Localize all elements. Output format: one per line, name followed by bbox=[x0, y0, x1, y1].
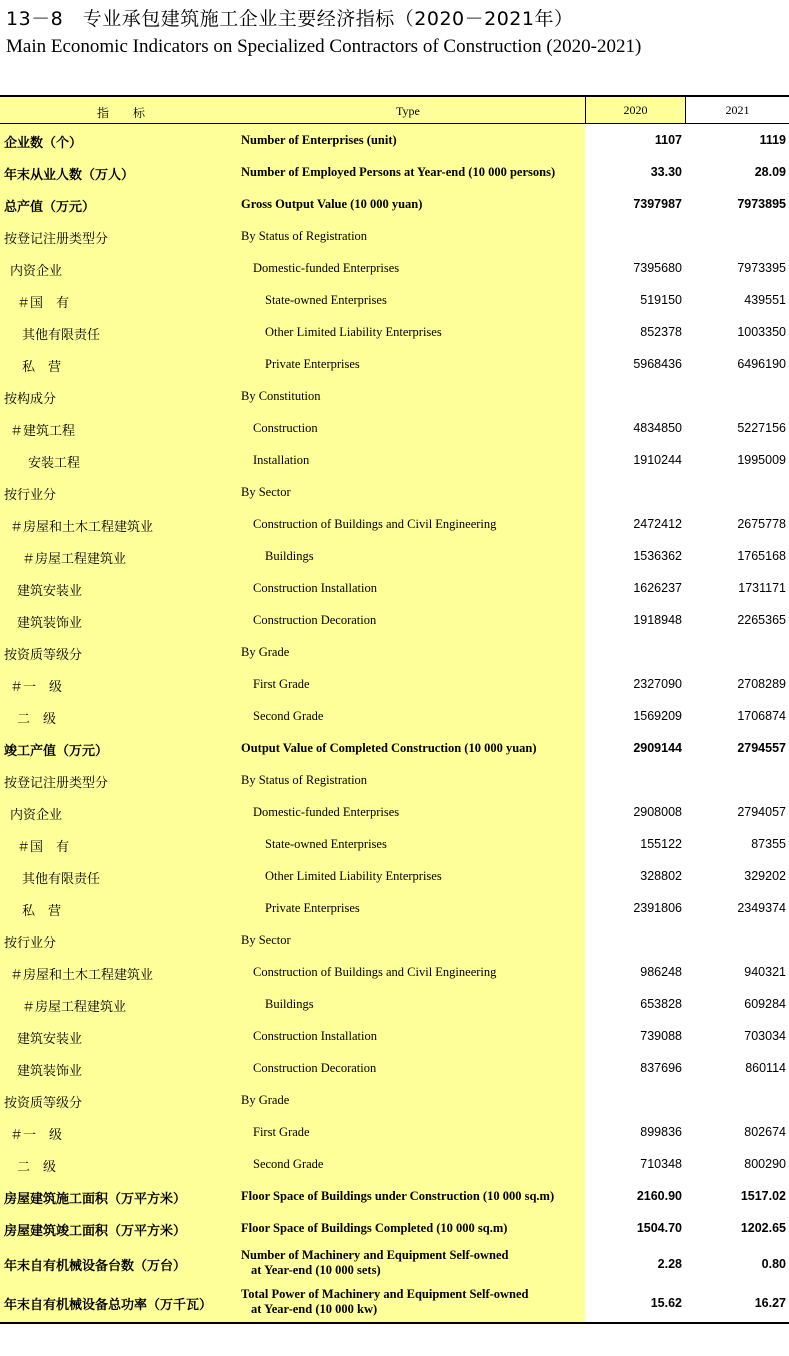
value-2021: 6496190 bbox=[737, 357, 786, 371]
row-label-cn: 其他有限责任 bbox=[22, 328, 101, 343]
header-2020: 2020 bbox=[585, 97, 685, 123]
value-2021-cell bbox=[685, 508, 789, 540]
row-label-en: First Grade bbox=[253, 677, 310, 691]
row-label-cell bbox=[0, 636, 585, 668]
value-2020: 710348 bbox=[640, 1157, 682, 1171]
value-2021: 1003350 bbox=[737, 325, 786, 339]
value-2020-cell bbox=[585, 892, 685, 924]
value-2020-cell bbox=[585, 604, 685, 636]
header-2021: 2021 bbox=[685, 97, 789, 123]
value-2021-cell bbox=[685, 1283, 789, 1322]
value-2021-cell bbox=[685, 348, 789, 380]
value-2021-cell bbox=[685, 1116, 789, 1148]
value-2021-cell bbox=[685, 188, 789, 220]
row-label-en: Floor Space of Buildings under Construction (10 000 sq.m) bbox=[241, 1189, 555, 1203]
row-label-cn: ＃一 级 bbox=[10, 680, 63, 695]
table-row bbox=[0, 540, 789, 572]
value-2020: 1910244 bbox=[633, 453, 682, 467]
value-2021: 0.80 bbox=[761, 1257, 786, 1271]
row-label-en: Private Enterprises bbox=[265, 357, 360, 371]
value-2020-cell bbox=[585, 380, 685, 412]
value-2021: 1202.65 bbox=[740, 1221, 786, 1235]
table-row bbox=[0, 1244, 789, 1283]
row-label-cn: 建筑安装业 bbox=[17, 584, 83, 599]
value-2021-cell bbox=[685, 220, 789, 252]
value-2020: 33.30 bbox=[650, 165, 682, 179]
table-row bbox=[0, 188, 789, 220]
row-label-cell bbox=[0, 540, 585, 572]
value-2020-cell bbox=[585, 1244, 685, 1283]
row-label-cell bbox=[0, 1244, 585, 1283]
value-2020: 986248 bbox=[640, 965, 682, 979]
row-label-cn: 内资企业 bbox=[10, 808, 63, 823]
row-label-en: Construction Installation bbox=[253, 581, 377, 595]
value-2021: 1731171 bbox=[738, 581, 786, 595]
value-2020-cell bbox=[585, 1148, 685, 1180]
table-row bbox=[0, 988, 789, 1020]
row-label-cn: ＃国 有 bbox=[17, 840, 70, 855]
table-row bbox=[0, 284, 789, 316]
value-2021: 7973395 bbox=[737, 261, 786, 275]
value-2021-cell bbox=[685, 636, 789, 668]
value-2021: 802674 bbox=[744, 1125, 786, 1139]
value-2020: 2908008 bbox=[633, 805, 682, 819]
value-2020-cell bbox=[585, 284, 685, 316]
row-label-cn: ＃一 级 bbox=[10, 1128, 63, 1143]
row-label-en-line1: Number of Machinery and Equipment Self-owned bbox=[241, 1248, 509, 1262]
table-row bbox=[0, 476, 789, 508]
header-label-cell bbox=[0, 97, 585, 123]
value-2020-cell bbox=[585, 796, 685, 828]
value-2021-cell bbox=[685, 316, 789, 348]
row-label-cn: 竣工产值（万元） bbox=[4, 744, 109, 759]
row-label-cell bbox=[0, 188, 585, 220]
row-label-cell bbox=[0, 220, 585, 252]
table-row bbox=[0, 732, 789, 764]
value-2021-cell bbox=[685, 988, 789, 1020]
value-2020: 155122 bbox=[640, 837, 682, 851]
value-2021: 5227156 bbox=[737, 421, 786, 435]
value-2021: 940321 bbox=[744, 965, 786, 979]
value-2020: 1569209 bbox=[633, 709, 682, 723]
table-row bbox=[0, 956, 789, 988]
value-2020-cell bbox=[585, 156, 685, 188]
value-2021-cell bbox=[685, 604, 789, 636]
row-label-en: State-owned Enterprises bbox=[265, 837, 387, 851]
row-label-en: Domestic-funded Enterprises bbox=[253, 805, 400, 819]
value-2021-cell bbox=[685, 124, 789, 156]
row-label-cn: 年末从业人数（万人） bbox=[4, 168, 135, 183]
row-label-cell bbox=[0, 1148, 585, 1180]
row-label-en: Other Limited Liability Enterprises bbox=[265, 869, 442, 883]
row-label-en: Construction of Buildings and Civil Engineering bbox=[253, 517, 497, 531]
row-label-cell bbox=[0, 476, 585, 508]
value-2020: 2909144 bbox=[633, 741, 682, 755]
value-2020-cell bbox=[585, 924, 685, 956]
row-label-cell bbox=[0, 444, 585, 476]
table-row bbox=[0, 764, 789, 796]
row-label-cell bbox=[0, 412, 585, 444]
value-2020: 2391806 bbox=[633, 901, 682, 915]
indicators-table bbox=[0, 95, 789, 1324]
row-label-cell bbox=[0, 924, 585, 956]
row-label-cell bbox=[0, 380, 585, 412]
row-label-en: Construction Decoration bbox=[253, 613, 377, 627]
row-label-cell bbox=[0, 988, 585, 1020]
row-label-en: Construction bbox=[253, 421, 318, 435]
row-label-cell bbox=[0, 956, 585, 988]
row-label-en: By Grade bbox=[241, 1093, 290, 1107]
value-2020-cell bbox=[585, 348, 685, 380]
value-2021-cell bbox=[685, 476, 789, 508]
value-2021-cell bbox=[685, 540, 789, 572]
table-row bbox=[0, 1212, 789, 1244]
value-2020-cell bbox=[585, 444, 685, 476]
row-label-cn: 安装工程 bbox=[28, 456, 81, 471]
row-label-en: By Status of Registration bbox=[241, 773, 368, 787]
row-label-en: By Sector bbox=[241, 485, 291, 499]
value-2020: 519150 bbox=[640, 293, 682, 307]
value-2021-cell bbox=[685, 572, 789, 604]
value-2021-cell bbox=[685, 956, 789, 988]
value-2020: 2.28 bbox=[657, 1257, 682, 1271]
row-label-cell bbox=[0, 1084, 585, 1116]
row-label-cell bbox=[0, 668, 585, 700]
value-2021-cell bbox=[685, 156, 789, 188]
table-row bbox=[0, 1052, 789, 1084]
row-label-cn: 按资质等级分 bbox=[4, 648, 83, 663]
table-row bbox=[0, 252, 789, 284]
table-row bbox=[0, 636, 789, 668]
row-label-cn: 年末自有机械设备总功率（万千瓦） bbox=[4, 1298, 213, 1313]
value-2021-cell bbox=[685, 1244, 789, 1283]
row-label-en: Second Grade bbox=[253, 1157, 324, 1171]
value-2020-cell bbox=[585, 1084, 685, 1116]
row-label-en: Construction Decoration bbox=[253, 1061, 377, 1075]
row-label-cn: 总产值（万元） bbox=[4, 200, 96, 215]
row-label-cell bbox=[0, 1052, 585, 1084]
value-2021-cell bbox=[685, 860, 789, 892]
value-2020-cell bbox=[585, 1283, 685, 1322]
row-label-cn: 企业数（个） bbox=[4, 136, 83, 151]
value-2021-cell bbox=[685, 700, 789, 732]
value-2020: 1107 bbox=[654, 133, 682, 147]
row-label-cn: 按行业分 bbox=[4, 488, 57, 503]
row-label-cell bbox=[0, 156, 585, 188]
row-label-cn: 按资质等级分 bbox=[4, 1096, 83, 1111]
value-2020: 15.62 bbox=[650, 1296, 682, 1310]
value-2020-cell bbox=[585, 764, 685, 796]
table-row bbox=[0, 508, 789, 540]
row-label-en: Number of Employed Persons at Year-end (10 000 persons) bbox=[241, 165, 556, 179]
value-2021: 860114 bbox=[745, 1061, 786, 1075]
value-2020-cell bbox=[585, 1052, 685, 1084]
value-2020-cell bbox=[585, 1020, 685, 1052]
value-2021: 2675778 bbox=[737, 517, 786, 531]
value-2021: 2794057 bbox=[737, 805, 786, 819]
value-2020-cell bbox=[585, 668, 685, 700]
value-2020: 7395680 bbox=[633, 261, 682, 275]
value-2021: 1517.02 bbox=[740, 1189, 786, 1203]
table-row bbox=[0, 124, 789, 156]
row-label-cn: 私 营 bbox=[22, 360, 62, 375]
table-row bbox=[0, 412, 789, 444]
row-label-en bbox=[241, 1248, 509, 1278]
value-2021: 439551 bbox=[744, 293, 786, 307]
row-label-en: Construction of Buildings and Civil Engineering bbox=[253, 965, 497, 979]
row-label-cell bbox=[0, 860, 585, 892]
row-label-cell bbox=[0, 796, 585, 828]
row-label-cn: 其他有限责任 bbox=[22, 872, 101, 887]
row-label-en: First Grade bbox=[253, 1125, 310, 1139]
row-label-cell bbox=[0, 828, 585, 860]
table-row bbox=[0, 156, 789, 188]
row-label-en: Gross Output Value (10 000 yuan) bbox=[241, 197, 423, 211]
value-2021: 2708289 bbox=[737, 677, 786, 691]
value-2020: 2327090 bbox=[633, 677, 682, 691]
value-2021-cell bbox=[685, 892, 789, 924]
value-2020-cell bbox=[585, 124, 685, 156]
value-2020: 837696 bbox=[640, 1061, 682, 1075]
row-label-en: Other Limited Liability Enterprises bbox=[265, 325, 442, 339]
table-row bbox=[0, 1283, 789, 1322]
table-row bbox=[0, 604, 789, 636]
row-label-cell bbox=[0, 700, 585, 732]
value-2020: 2160.90 bbox=[636, 1189, 682, 1203]
value-2021-cell bbox=[685, 380, 789, 412]
table-row bbox=[0, 668, 789, 700]
row-label-cn: 房屋建筑施工面积（万平方米） bbox=[4, 1192, 187, 1207]
row-label-en-line2: at Year-end (10 000 kw) bbox=[251, 1302, 378, 1316]
value-2021-cell bbox=[685, 1084, 789, 1116]
row-label-cn: 二 级 bbox=[17, 1160, 57, 1175]
value-2021-cell bbox=[685, 732, 789, 764]
table-body bbox=[0, 124, 789, 1324]
value-2020: 1504.70 bbox=[636, 1221, 682, 1235]
row-label-cn: 建筑装饰业 bbox=[17, 1064, 83, 1079]
row-label-cn: 二 级 bbox=[17, 712, 57, 727]
value-2021: 800290 bbox=[744, 1157, 786, 1171]
row-label-en: Buildings bbox=[265, 549, 314, 563]
value-2020-cell bbox=[585, 988, 685, 1020]
header-type: Type bbox=[396, 104, 420, 118]
table-row bbox=[0, 1084, 789, 1116]
value-2021: 609284 bbox=[744, 997, 786, 1011]
value-2020-cell bbox=[585, 476, 685, 508]
table-row bbox=[0, 892, 789, 924]
table-row bbox=[0, 1020, 789, 1052]
value-2021: 16.27 bbox=[754, 1296, 786, 1310]
value-2021-cell bbox=[685, 1180, 789, 1212]
value-2021: 1765168 bbox=[737, 549, 786, 563]
value-2020: 4834850 bbox=[633, 421, 682, 435]
table-header bbox=[0, 95, 789, 124]
row-label-en: By Constitution bbox=[241, 389, 321, 403]
row-label-cell bbox=[0, 892, 585, 924]
value-2021-cell bbox=[685, 924, 789, 956]
row-label-en: Output Value of Completed Construction (10 000 yuan) bbox=[241, 741, 537, 755]
table-row bbox=[0, 380, 789, 412]
row-label-en: Number of Enterprises (unit) bbox=[241, 133, 397, 147]
value-2021-cell bbox=[685, 828, 789, 860]
row-label-cn: 内资企业 bbox=[10, 264, 63, 279]
value-2020-cell bbox=[585, 700, 685, 732]
row-label-cell bbox=[0, 1180, 585, 1212]
value-2020-cell bbox=[585, 572, 685, 604]
value-2021-cell bbox=[685, 1020, 789, 1052]
value-2020-cell bbox=[585, 540, 685, 572]
table-row bbox=[0, 316, 789, 348]
row-label-cn: ＃国 有 bbox=[17, 296, 70, 311]
value-2021-cell bbox=[685, 1148, 789, 1180]
value-2021: 703034 bbox=[744, 1029, 786, 1043]
value-2020-cell bbox=[585, 316, 685, 348]
table-row bbox=[0, 1148, 789, 1180]
row-label-cn: 按登记注册类型分 bbox=[4, 776, 109, 791]
value-2020: 5968436 bbox=[633, 357, 682, 371]
value-2020-cell bbox=[585, 508, 685, 540]
row-label-cell bbox=[0, 348, 585, 380]
value-2021-cell bbox=[685, 412, 789, 444]
value-2021-cell bbox=[685, 284, 789, 316]
row-label-cn: 按登记注册类型分 bbox=[4, 232, 109, 247]
value-2020-cell bbox=[585, 412, 685, 444]
value-2021-cell bbox=[685, 796, 789, 828]
row-label-cn: ＃房屋和土木工程建筑业 bbox=[10, 520, 154, 535]
value-2020: 1626237 bbox=[633, 581, 682, 595]
value-2020: 7397987 bbox=[633, 197, 682, 211]
value-2021-cell bbox=[685, 668, 789, 700]
row-label-cn: 建筑安装业 bbox=[17, 1032, 83, 1047]
table-row bbox=[0, 572, 789, 604]
value-2021-cell bbox=[685, 252, 789, 284]
header-indicator: 指 标 bbox=[97, 106, 146, 120]
row-label-en bbox=[241, 1287, 529, 1317]
row-label-cell bbox=[0, 316, 585, 348]
row-label-cell bbox=[0, 1212, 585, 1244]
value-2021: 7973895 bbox=[737, 197, 786, 211]
row-label-cn: ＃房屋和土木工程建筑业 bbox=[10, 968, 154, 983]
value-2020-cell bbox=[585, 1180, 685, 1212]
row-label-en: Second Grade bbox=[253, 709, 324, 723]
value-2020-cell bbox=[585, 828, 685, 860]
row-label-en: Domestic-funded Enterprises bbox=[253, 261, 400, 275]
value-2021: 329202 bbox=[744, 869, 786, 883]
value-2020: 899836 bbox=[640, 1125, 682, 1139]
value-2020-cell bbox=[585, 636, 685, 668]
value-2020-cell bbox=[585, 732, 685, 764]
row-label-cell bbox=[0, 764, 585, 796]
value-2020-cell bbox=[585, 1212, 685, 1244]
row-label-cn: ＃房屋工程建筑业 bbox=[22, 552, 127, 567]
value-2021-cell bbox=[685, 764, 789, 796]
row-label-en: State-owned Enterprises bbox=[265, 293, 387, 307]
value-2021: 2265365 bbox=[737, 613, 786, 627]
row-label-cn: ＃房屋工程建筑业 bbox=[22, 1000, 127, 1015]
value-2021: 1119 bbox=[759, 133, 786, 147]
table-row bbox=[0, 828, 789, 860]
table-row bbox=[0, 1180, 789, 1212]
value-2020: 653828 bbox=[640, 997, 682, 1011]
row-label-cell bbox=[0, 732, 585, 764]
table-row bbox=[0, 348, 789, 380]
value-2020-cell bbox=[585, 220, 685, 252]
row-label-en: By Sector bbox=[241, 933, 291, 947]
value-2021: 87355 bbox=[751, 837, 786, 851]
table-row bbox=[0, 444, 789, 476]
table-row bbox=[0, 700, 789, 732]
value-2020-cell bbox=[585, 188, 685, 220]
value-2020: 1918948 bbox=[633, 613, 682, 627]
value-2020: 739088 bbox=[640, 1029, 682, 1043]
row-label-cell bbox=[0, 572, 585, 604]
row-label-cn: ＃建筑工程 bbox=[10, 424, 76, 439]
value-2021: 1995009 bbox=[737, 453, 786, 467]
value-2021: 2794557 bbox=[737, 741, 786, 755]
value-2020-cell bbox=[585, 860, 685, 892]
value-2021-cell bbox=[685, 444, 789, 476]
row-label-cell bbox=[0, 124, 585, 156]
value-2020-cell bbox=[585, 252, 685, 284]
row-label-en: Installation bbox=[253, 453, 310, 467]
table-row bbox=[0, 796, 789, 828]
value-2021: 28.09 bbox=[754, 165, 786, 179]
row-label-en: Buildings bbox=[265, 997, 314, 1011]
row-label-cn: 年末自有机械设备台数（万台） bbox=[4, 1259, 187, 1274]
row-label-cn: 按行业分 bbox=[4, 936, 57, 951]
table-row bbox=[0, 220, 789, 252]
row-label-en: By Grade bbox=[241, 645, 290, 659]
table-row bbox=[0, 860, 789, 892]
row-label-cell bbox=[0, 508, 585, 540]
row-label-en: Floor Space of Buildings Completed (10 000 sq.m) bbox=[241, 1221, 508, 1235]
row-label-cn: 私 营 bbox=[22, 904, 62, 919]
row-label-cn: 按构成分 bbox=[4, 392, 57, 407]
value-2020: 852378 bbox=[640, 325, 682, 339]
row-label-en: By Status of Registration bbox=[241, 229, 368, 243]
value-2020: 2472412 bbox=[633, 517, 682, 531]
row-label-cell bbox=[0, 604, 585, 636]
page-title-cn: 13－8 专业承包建筑施工企业主要经济指标（2020－2021年） bbox=[6, 8, 574, 30]
value-2021-cell bbox=[685, 1052, 789, 1084]
row-label-cell bbox=[0, 1116, 585, 1148]
row-label-cell bbox=[0, 284, 585, 316]
value-2020: 1536362 bbox=[633, 549, 682, 563]
value-2020-cell bbox=[585, 956, 685, 988]
value-2020: 328802 bbox=[640, 869, 682, 883]
table-row bbox=[0, 924, 789, 956]
row-label-en-line1: Total Power of Machinery and Equipment Self-owned bbox=[241, 1287, 529, 1301]
row-label-cn: 建筑装饰业 bbox=[17, 616, 83, 631]
row-label-cell bbox=[0, 1283, 585, 1322]
value-2021: 2349374 bbox=[737, 901, 786, 915]
row-label-en: Private Enterprises bbox=[265, 901, 360, 915]
value-2021: 1706874 bbox=[737, 709, 786, 723]
value-2021-cell bbox=[685, 1212, 789, 1244]
row-label-cell bbox=[0, 252, 585, 284]
row-label-cell bbox=[0, 1020, 585, 1052]
row-label-cn: 房屋建筑竣工面积（万平方米） bbox=[4, 1224, 187, 1239]
table-row bbox=[0, 1116, 789, 1148]
row-label-en-line2: at Year-end (10 000 sets) bbox=[251, 1263, 381, 1277]
page-title-en: Main Economic Indicators on Specialized Contractors of Construction (2020-2021) bbox=[6, 36, 642, 57]
row-label-en: Construction Installation bbox=[253, 1029, 377, 1043]
value-2020-cell bbox=[585, 1116, 685, 1148]
